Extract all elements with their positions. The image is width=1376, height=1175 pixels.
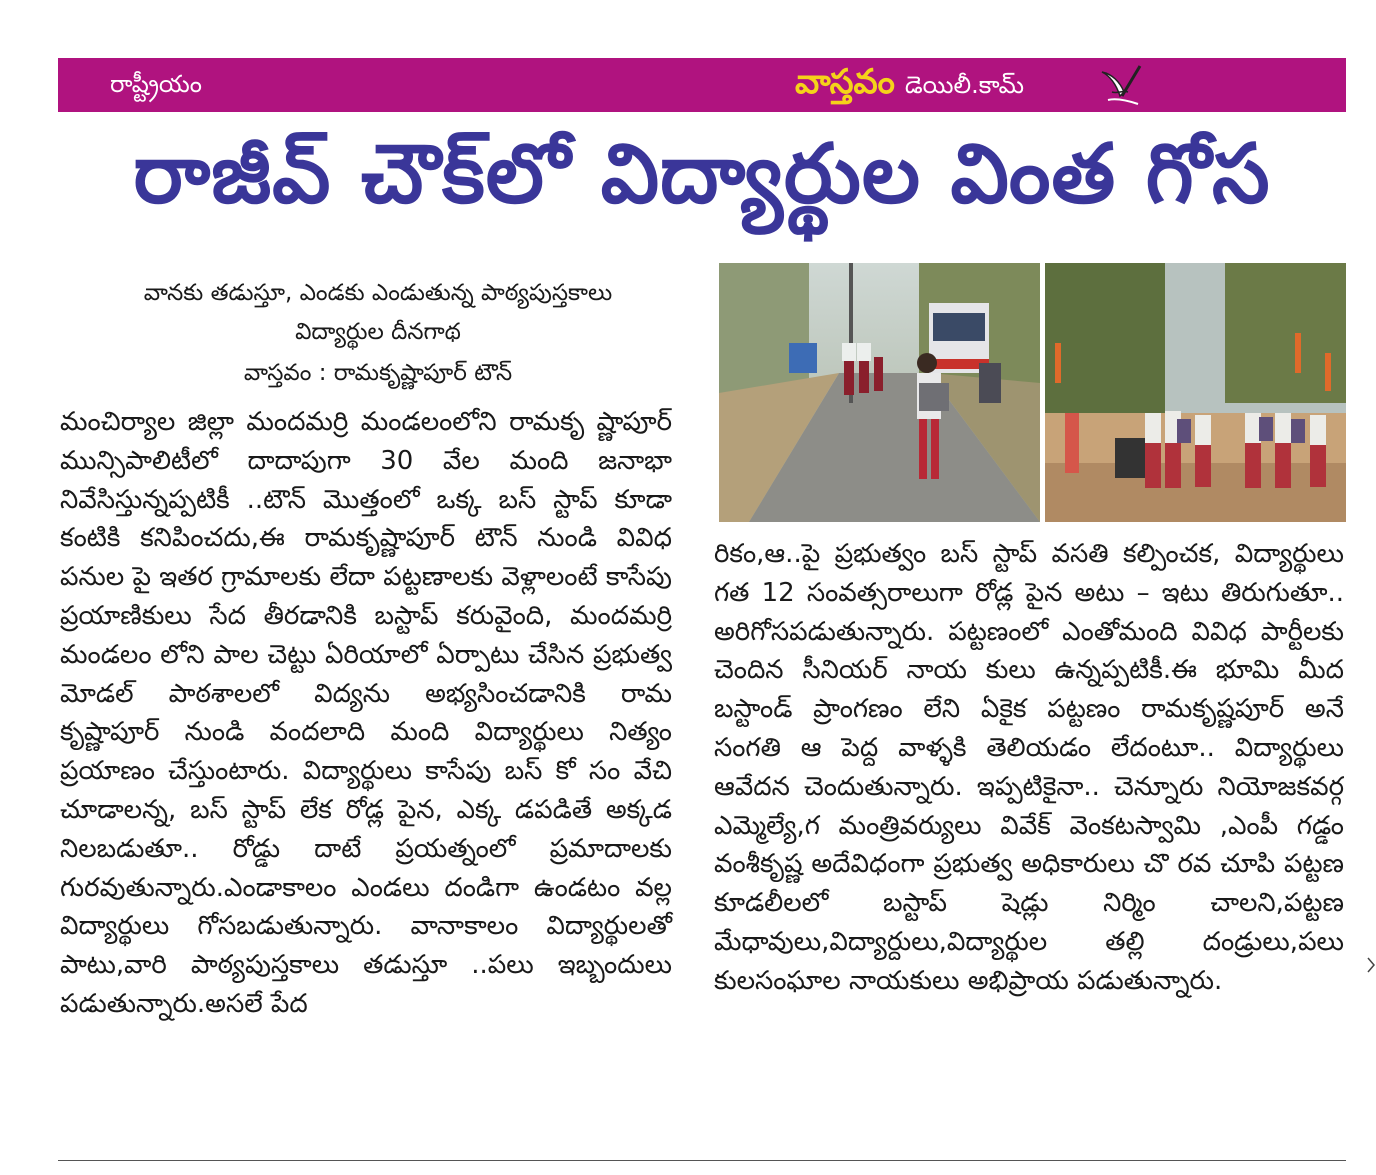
brand-name: వాస్తవం <box>795 62 895 102</box>
subheadline-line-1: వానకు తడుస్తూ, ఎండకు ఎండుతున్న పాఠ్యపుస్తకాలు <box>143 280 613 306</box>
dateline: వాస్తవం : రామకృష్ణాపూర్ టౌన్ <box>243 360 513 386</box>
brand-domain: డెయిలీ.కామ్ <box>904 71 1025 99</box>
section-label: రాష్ట్రీయం <box>110 70 202 98</box>
headline: రాజీవ్ చౌక్‌లో విద్యార్థుల వింత గోస <box>133 127 1271 222</box>
masthead-band <box>58 58 1346 112</box>
photo-students-waiting <box>1045 263 1346 522</box>
article-text-left: మంచిర్యాల జిల్లా మందమర్రి మండలంలోని రామకృ ష్ణాపూర్ మున్సిపాలిటీలో దాదాపుగా 30 వేల మంది జనాభా నివేసిస్తున్నప్పటికీ ..టౌన్ మొత్తంలో ఒక్క బస్ స్టాప్ కూడా కంటికి కనిపించదు,ఈ రామకృష్ణాపూర్ టౌన్ నుండి వివిధ పనుల పై ఇతర గ్రామాలకు లేదా పట్టణాలకు వెళ్లాలంటే కాసేపు ప్రయాణికులు సేద తీరడానికి బస్టాప్ కరువైంది, మందమర్రి మండలం లోని పాల చెట్టు ఏరియాలో ఏర్పాటు చేసిన ప్రభుత్వ మోడల్ పాఠశాలలో విద్యను అభ్యసించడానికి రామ కృష్ణాపూర్ నుండి వందలాది మంది విద్యార్థులు నిత్యం ప్రయాణం చేస్తుంటారు. విద్యార్థులు కాసేపు బస్ కో సం వేచి చూడాలన్న, బస్ స్టాప్ లేక రోడ్ల పైన, ఎక్క డపడితే అక్కడ నిలబడుతూ.. రోడ్డు దాటే ప్రయత్నంలో ప్రమాదాలకు గురవుతున్నారు.ఎండాకాలం ఎండలు దండిగా ఉండటం వల్ల విద్యార్థులు గోసబడుతున్నారు. వానాకాలం విద్యార్థులతో పాటు,వారి పాఠ్యపుస్తకాలు తడుస్తూ ..పలు ఇబ్బందులు పడుతున్నారు.అసలే పేద <box>60 407 672 1019</box>
chevron-right-icon <box>1366 956 1376 974</box>
article-column-right <box>714 535 1344 1001</box>
article-column-left <box>60 403 672 1024</box>
bottom-rule <box>58 1160 1346 1161</box>
bird-pen-logo-icon <box>1098 62 1144 108</box>
brand <box>795 62 1024 110</box>
photo-students-walking <box>719 263 1040 522</box>
subheadline-line-2: విద్యార్థుల దీనగాథ <box>295 319 461 345</box>
article-text-right: రికం,ఆ..పై ప్రభుత్వం బస్ స్టాప్ వసతి కల్పించక, విద్యార్థులు గత 12 సంవత్సరాలుగా రోడ్ల పైన అటు – ఇటు తిరుగుతూ.. అరిగోసపడుతున్నారు. పట్టణంలో ఎంతోమంది వివిధ పార్టీలకు చెందిన సీనియర్ నాయ కులు ఉన్నప్పటికీ.ఈ భూమి మీద బస్టాండ్ ప్రాంగణం లేని ఏకైక పట్టణం రామకృష్ణపూర్ అనే సంగతి ఆ పెద్ద వాళ్ళకి తెలియడం లేదంటూ.. విద్యార్థులు ఆవేదన చెందుతున్నారు. ఇప్పటికైనా.. చెన్నూరు నియోజకవర్గ ఎమ్మెల్యే,గ మంత్రివర్యులు వివేక్ వెంకటస్వామి ,ఎంపీ గడ్డం వంశీకృష్ణ అదేవిధంగా ప్రభుత్వ అధికారులు చొ రవ చూపి పట్టణ కూడలీలలో బస్టాప్ షెడ్లు నిర్మిం చాలని,పట్టణ మేధావులు,విద్యార్దులు,విద్యార్థుల తల్లి దండ్రులు,పలు కులసంఘాల నాయకులు అభిప్రాయ పడుతున్నారు. <box>714 539 1344 996</box>
